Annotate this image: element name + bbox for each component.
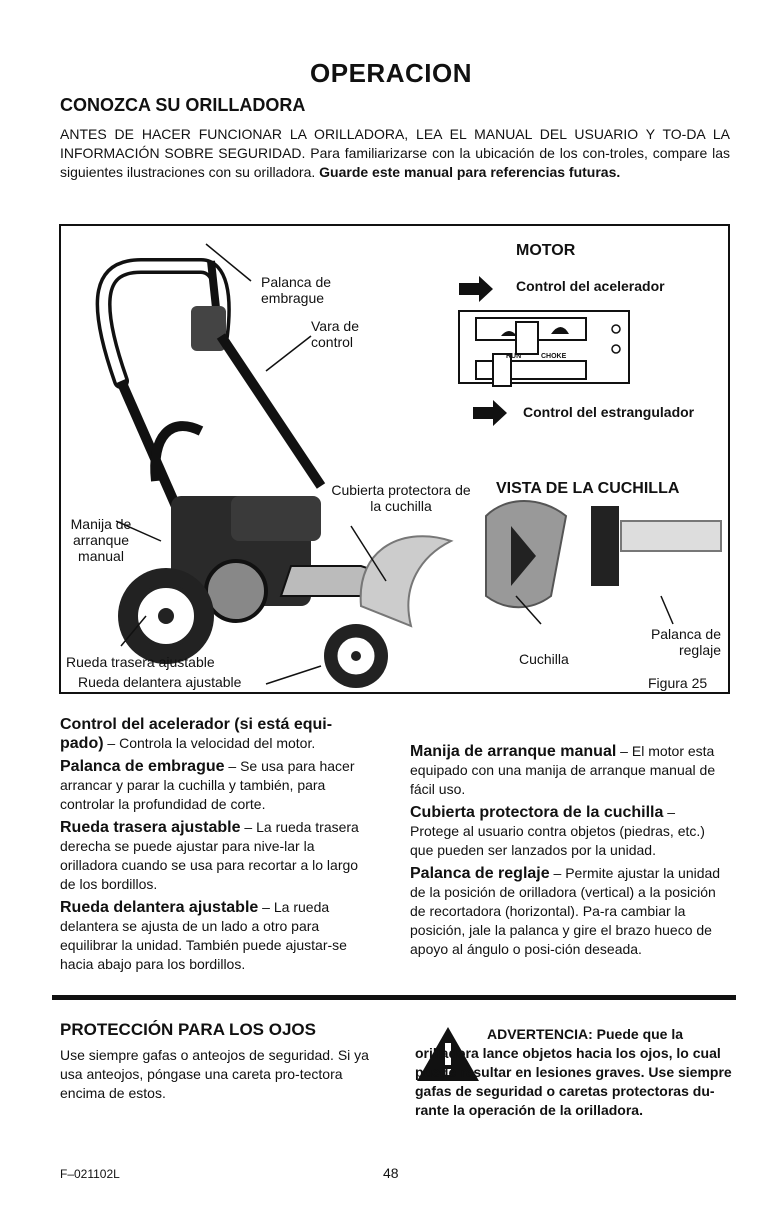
right-column <box>410 742 728 963</box>
label-manija-arranque: Manija de arranque manual <box>70 516 132 564</box>
leader-line <box>266 666 321 684</box>
desc-term: Rueda delantera ajustable <box>60 899 259 916</box>
desc-item: Manija de arranque manual – El motor esta equipado con una manija de arranque manual de fácil uso. <box>410 743 716 797</box>
boom-arm <box>621 521 721 551</box>
label-rueda-delantera: Rueda delantera ajustable <box>78 674 242 690</box>
eyes-title: PROTECCIÓN PARA LOS OJOS <box>60 1020 316 1039</box>
label-control-acelerador: Control del acelerador <box>516 278 665 294</box>
desc-term: Palanca de reglaje <box>410 865 550 882</box>
throttle-knob <box>516 322 538 354</box>
desc-text: Se usa para hacer arrancar y parar la cuchilla y también, para controlar la profundidad de corte. <box>60 758 355 812</box>
label-vara-control: Vara de control <box>311 318 359 350</box>
desc-term: Manija de arranque manual <box>410 743 617 760</box>
label-control-estrangulador: Control del estrangulador <box>523 404 695 420</box>
desc-item: Rueda trasera ajustable – La rueda trasera derecha se puede ajustar para nive-lar la orilladora cuando se usa para recortar a lo largo de los bordillos. <box>60 819 359 892</box>
desc-text: El motor esta equipado con una manija de arranque manual de fácil uso. <box>410 743 716 797</box>
label-choke: CHOKE <box>541 353 567 360</box>
desc-text: La rueda delantera se ajusta de un lado a otro para equilibrar la unidad. También puede ajustar-se hacia abajo para los bordillos. <box>60 899 347 972</box>
adjust-lever <box>591 506 619 586</box>
label-palanca-embrague: Palanca de embrague <box>261 274 332 306</box>
label-motor: MOTOR <box>516 242 576 259</box>
intro-paragraph <box>60 125 730 182</box>
label-rueda-trasera: Rueda trasera ajustable <box>66 654 215 670</box>
desc-item: Rueda delantera ajustable – La rueda delantera se ajusta de un lado a otro para equilibrar la unidad. También puede ajustar-se hacia abajo para los bordillos. <box>60 899 347 972</box>
left-column <box>60 715 375 978</box>
desc-text: Controla la velocidad del motor. <box>119 735 316 751</box>
label-cuchilla: Cuchilla <box>519 651 569 667</box>
page-title: OPERACION <box>310 58 472 88</box>
warning-body: ADVERTENCIA: Puede que la orilladora lance objetos hacia los ojos, lo cual puede resultar en lesiones graves. Use siempre gafas de seguridad o caretas protectoras du-rante la operación de la orilladora. <box>415 1026 732 1118</box>
blade-guard <box>361 536 451 626</box>
section-title: CONOZCA SU ORILLADORA <box>60 95 306 115</box>
front-wheel-center <box>351 651 361 661</box>
throttle-panel <box>459 311 629 383</box>
desc-item: Control del acelerador (si está equi-pado) – Controla la velocidad del motor. <box>60 716 333 752</box>
label-palanca-reglaje: Palanca de reglaje <box>650 626 721 658</box>
desc-item: Palanca de embrague – Se usa para hacer arrancar y parar la cuchilla y también, para controlar la profundidad de corte. <box>60 758 355 812</box>
desc-text: Protege al usuario contra objetos (piedras, etc.) que pueden ser lanzados por la unidad. <box>410 823 705 858</box>
edger-illustration <box>61 226 728 692</box>
engine-tank <box>231 496 321 541</box>
leader-line <box>661 596 673 624</box>
intro-text: ANTES DE HACER FUNCIONAR LA ORILLADORA, LEA EL MANUAL DEL USUARIO Y TO-DA LA INFORMACIÓN SOBRE SEGURIDAD. Para familiarizarse con la ubicación de los con-troles, compare las siguientes ilustraciones con su orilladora. <box>60 126 730 180</box>
label-figura: Figura 25 <box>648 675 708 691</box>
arrow-icon <box>459 276 493 302</box>
label-vista-cuchilla: VISTA DE LA CUCHILLA <box>496 480 680 497</box>
leader-line <box>266 336 311 371</box>
frame-tube-2 <box>221 336 321 486</box>
desc-term: Cubierta protectora de la cuchilla <box>410 804 664 821</box>
rear-wheel-center <box>158 608 174 624</box>
warning-text <box>415 1025 735 1120</box>
desc-term: Control del acelerador (si está equi-pado) <box>60 716 333 752</box>
intro-bold: Guarde este manual para referencias futuras. <box>319 164 621 180</box>
footer-code: F–021102L <box>60 1167 120 1181</box>
label-run: RUN <box>506 353 522 360</box>
page-number: 48 <box>383 1165 399 1181</box>
eyes-text: Use siempre gafas o anteojos de seguridad. Si ya usa anteojos, póngase una careta pro-tectora encima de estos. <box>60 1047 369 1101</box>
arrow-icon <box>473 400 507 426</box>
desc-item: Cubierta protectora de la cuchilla – Protege al usuario contra objetos (piedras, etc.) que pueden ser lanzados por la unidad. <box>410 804 705 858</box>
desc-text: La rueda trasera derecha se puede ajustar para nive-lar la orilladora cuando se usa para recortar a lo largo de los bordillos. <box>60 819 359 892</box>
section-divider <box>52 995 736 1000</box>
desc-text: Permite ajustar la unidad de la posición de orilladora (vertical) a la posición de recortadora (horizontal). Pa-ra cambiar la posición, jale la palanca y gire el brazo hueco de apoyo al ángulo o posi-ción deseada. <box>410 865 721 957</box>
desc-item: Palanca de reglaje – Permite ajustar la unidad de la posición de orilladora (vertical) a la posición de recortadora (horizontal). Pa-ra cambiar la posición, jale la palanca y gire el brazo hueco de apoyo al ángulo o posi-ción deseada. <box>410 865 721 957</box>
desc-term: Rueda trasera ajustable <box>60 819 241 836</box>
desc-term: Palanca de embrague <box>60 758 225 775</box>
label-cubierta-protectora: Cubierta protectora de la cuchilla <box>331 482 471 514</box>
figure-25 <box>59 224 730 694</box>
engine-flywheel <box>206 561 266 621</box>
